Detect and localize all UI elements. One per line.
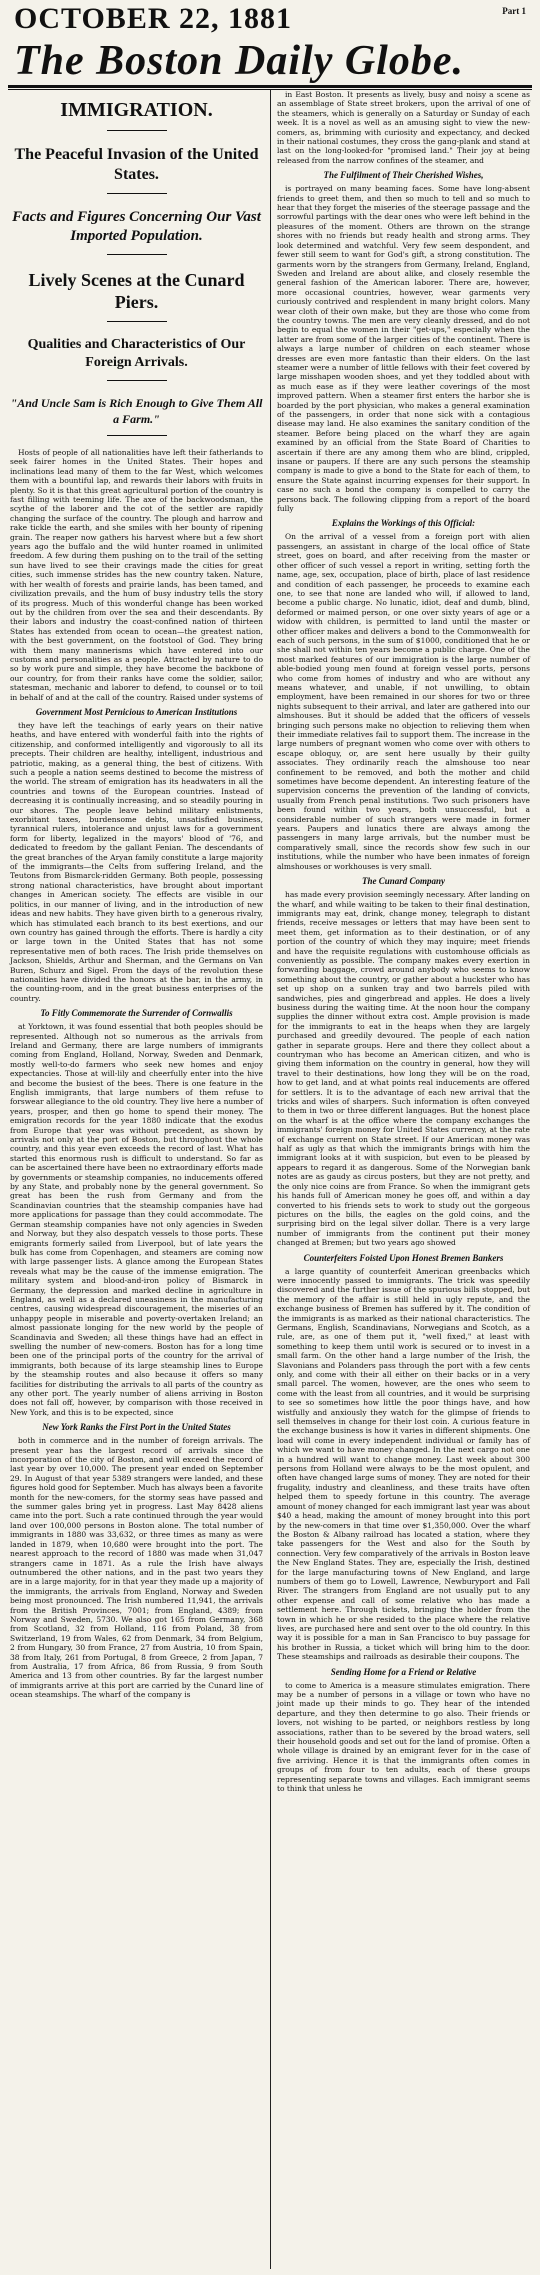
paragraph: to come to America is a measure stimulates emigration. There may be a number of persons in a village or town who have no joint made up their minds to go. They hear of the intended departure, and they then determine to go also. Their friends or lovers, not wishing to be parted, or neighbors restless by long associations, rather than to be severed by the broad waters, sell their household goods and set out for the land of promise. Often a whole village is drained by an emigrant fever for in the case of five arriving. Hence it is that the immigrants often comes in groups of from four to ten adults, each of these groups representing separate towns and villages. Each immigrant seems to think that unless he xyxy=(277,1680,530,1794)
subheading: Explains the Workings of this Official: xyxy=(331,518,476,529)
paragraph: in East Boston. It presents as lively, busy and noisy a scene as an assemblage of State street brokers, upon the arrival of one of the steamers, which is generally on a Saturday or Sunday of each week. It is a novel as well as an amusing sight to view the new-comers, as, brimming with curiosity and expectancy, and decked in their national costumes, they cross the gang-plank and stand at last on the long-looked-for "promised land." Their joy at being released from the narrow confines of the steamer, and xyxy=(277,90,530,165)
paragraph: both in commerce and in the number of foreign arrivals. The present year has the largest record of arrivals since the incorporation of the city of Boston, and will exceed the record of last year by over 10,000. The present year ended on September 29. In August of that year 5389 strangers were landed, and these figures hold good for September. Much has always been a favorite month for the new-comers, for the stormy seas have passed and the summer gales bring yet in progress. Last May 8428 aliens came into the port. Such a rate continued through the year would land over 100,000 persons in Boston alone. The total number of immigrants in 1880 was 33,632, or three times as many as were landed in 1879, when 10,680 were brought into the port. The nearest approach to the record of 1880 was made when 31,047 strangers came in 1871. As a rule the Irish have always outnumbered the other nations, and in the past two years they are in a large majority, for in that year they made up a majority of the immigrants, the arrivals from England, Norway and Sweden being most pronounced. The Irish numbered 11,941, the arrivals from the British Provinces, 7001; from England, 4389; from Norway and Sweden, 5730. We also got 165 from Germany, 368 from Scotland, 32 from Holland, 116 from Poland, 38 from Switzerland, 19 from Wales, 62 from Denmark, 34 from Belgium, 2 from Hungary, 30 from France, 27 from Austria, 10 from Spain, 38 from Italy, 261 from Portugal, 8 from Greece, 2 from Japan, 7 from Australia, 17 from Africa, 86 from Russia, 9 from South America and 13 from other countries. By far the largest number of immigrants arrive at this port are carried by the Cunard line of ocean steamships. The wharf of the company is xyxy=(10,1436,263,1700)
part-label: Part 1 xyxy=(502,6,526,16)
paragraph: On the arrival of a vessel from a foreign port with alien passengers, an assistant in charge of the local office of State street, goes on board, and after receiving from the master or other officer of such vessel a report in writing, setting forth the name, age, sex, occupation, place of birth, place of last residence and condition of each passenger, he proceeds to examine each one, to see that none are landed who will, if allowed to land, become a public charge. No lunatic, idiot, deaf and dumb, blind, deformed or maimed person, or one over sixty years of age or a widow with children, is permitted to land until the master or other officer makes and delivers a bond to the Commonwealth for each of such persons, in the sum of $1000, conditioned that he or she shall not within ten years become a public charge. One of the most marked features of our immigration is the large number of able-bodied young men found at foreign vessel ports, persons who come from homes of industry and who are without any means whatever, and unable, if not unwilling, to obtain employment, have been remained in our shores for two or three nights subsequent to their arrival, and later are gathered into our almshouses. But it should be added that the officers of vessels bringing such persons make no objection to relieving them when their immediate relatives fail to support them. The increase in the large numbers of pregnant women who come over with others to escape obloquy, or, are sent here usually by their guilty associates. They ordinarily reach the almshouse too near confinement to be removed, and both the mother and child sometimes have become dependent. An interesting feature of the supervision concerns the prevention of the landing of convicts, usually from French penal institutions. Two such prisoners have been found within two years, both unsuccessful, but a considerable number of such strangers were made in former years. Paupers and lunatics there are always among the passengers in many large arrivals, but the number must be comparatively small, since the records show few such in our institutions, while the number who have been inmates of foreign almshouses or workhouses is very small. xyxy=(277,532,530,871)
deck-rule xyxy=(107,130,167,131)
subheading: The Fulfilment of Their Cherished Wishes, xyxy=(323,170,484,181)
subheading: To Fitly Commemorate the Surrender of Cornwallis xyxy=(40,1008,233,1019)
article-body-right xyxy=(277,90,530,1793)
article-body-left xyxy=(10,448,263,1700)
subheading: Counterfeiters Foisted Upon Honest Bremen Bankers xyxy=(303,1252,504,1263)
masthead-top xyxy=(14,2,526,36)
deck-rule xyxy=(107,435,167,436)
paragraph: Hosts of people of all nationalities have left their fatherlands to seek fairer homes in the United States. Their hopes and inclinations lead many of them to the far West, which welcomes them with a bountiful lap, and rewards their labors with fruits in plenty. So it is that this great agricultural portion of the country is fast filling with teeming life. The axe of the backwoodsman, the scythe of the laborer and the cot of the settler are rapidly changing the surface of the country. The plough and harrow and rake tickle the earth, and she smiles with her bounty of ripening grain. The reaper now gathers his harvest where but a few short years ago the buffalo and the wild hunter roamed in unlimited freedom. A few during them pushing on to the trail of the setting sun have lived to see their cravings made the cities for great cities, such immense strides has the new country taken. Nature, with her wealth of forests and prairie lands, has been tamed, and civilization prevails, and the hum of busy industry tells the story of its progress. Much of this wonderful change has been worked out by the children from over the sea and their descendants. By their labors and industry the coast-confined nation of thirteen States has extended from ocean to ocean—the greatest nation, with the best government, on the footstool of God. They bring with them many mannerisms which have entered into our customs and personalities as a people. Attracted by nature to do so by work pure and simple, they have become the backbone of our country, for from their ranks have come the soldier, sailor, statesman, mechanic and laborer to defend, to counsel or to toil in behalf of and at the call of the country. Raised under systems of xyxy=(10,448,263,702)
right-column xyxy=(275,90,532,2269)
headline-deck-3: Lively Scenes at the Cunard Piers. xyxy=(28,270,245,312)
deck-rule xyxy=(107,254,167,255)
paragraph: a large quantity of counterfeit American greenbacks which were innocently passed to immigrants. The trick was speedily discovered and the further issue of the spurious bills stopped, but the memory of the affair is still held in ugly repute, and the exchange business of Bremen has suffered by it. The condition of the immigrants is as marked as their national characteristics. The Germans, English, Scandinavians, Norwegians and Scotch, as a rule, are, as one of them put it, "well fixed," at least with something to keep them until work is secured or to invest in a small farm. On the other hand a large number of the Irish, the Slavonians and Polanders pass through the port with a few cents only, and come with their all either on their backs or in a very small parcel. The women, however, are the ones who seem to come with the least from all countries, and it would be surprising to see so sometimes how little the poor things have, and how wistfully and anxiously they watch for the glimpse of friends to sell themselves in change for their lost coin. A curious feature in the exchange business is how it varies in different shipments. One load will come in every independent individual or family has of which we want to have money changed. In the next cargo not one in a hundred will want to change money. Last week about 300 persons from Holland were always to be the most opulent, and often have changed large sums of money. They are noted for their frugality, industry and cleanliness, and these traits have often helped them to speedy fortune in this country. The average amount of money changed for each immigrant last year was about $40 a head, making the amount of money brought into this port by the new-comers in that time over $1,350,000. Over the wharf the Boston & Albany railroad has located a station, where they take passengers for the West and also for the South by connection. Very few comparatively of the arrivals in Boston leave the New England States. They are, especially the Irish, destined for the large manufacturing towns of New England, and large numbers of them go to Lowell, Lawrence, Newburyport and Fall River. The strangers from England are not usually put to any other expense and call of some relative who has made a settlement here. Through tickets, bringing the holder from the town in which he or she resided to the place where the relative lives, are purchased here and sent over to the old country. In this way it is possible for a man in San Francisco to buy passage for his brother in Russia, a ticket which will bring him to the door. These steamships and railroads as desirable their coupons. The xyxy=(277,1266,530,1662)
subheading: Government Most Pernicious to American Institutions xyxy=(35,706,238,717)
deck-rule xyxy=(107,321,167,322)
paragraph: is portrayed on many beaming faces. Some have long-absent friends to greet them, and then so much to tell and so much to hear that they forget the miseries of the steerage passage and the sorrowful partings with the dear ones who were left behind in the pleasures of the moment. Others are thrown on the strange shores with no friends but ready health and strong arms. They look determined and watchful. Very few seem despondent, and fewer still seem to want for God's gift, a strong constitution. The garments worn by the strangers from Germany, Ireland, England, Sweden and Ireland are about alike, and closely resemble the general fashion of the American laborer. There are, however, more occasional countries, however, wear garments very curiously contrived and resplendent in many bright colors. Many wear cloth of their own make, but they are those who come from the country towns. The men are very cleanly dressed, and do not begin to equal the women in their "get-ups," especially when the latter are from some of the larger cities of the continent. There is always a large number of children on each steamer whose dresses are even more fantastic than their elders. On the last steamer were a number of little fellows with their feet covered by large misshapen wooden shoes, and yet they toddled about with as much ease as if they were leather coverings of the most improved pattern. When a steamer first enters the harbor she is boarded by the port physician, who makes a general examination of the passengers, in order that none sick with a contagious disease may land. He also examines the sanitary condition of the steamer. Before being placed on the wharf they are again examined by an official from the State Board of Charities to ascertain if there are any among them who are blind, crippled, insane or paupers. If there are any such persons the steamship company is made to give a bond to the State for each of them, to ensure the State against incurring expenses for their support. In case no such a bond the company is compelled to carry the persons back. The following clipping from a report of the board fully xyxy=(277,184,530,514)
nameplate: The Boston Daily Globe. xyxy=(14,38,464,84)
headline-deck-2: Facts and Figures Concerning Our Vast Imported Population. xyxy=(12,209,261,244)
subheading: The Cunard Company xyxy=(361,876,446,887)
issue-date: OCTOBER 22, 1881 xyxy=(14,2,292,35)
column-divider xyxy=(270,90,271,2269)
masthead-rule xyxy=(8,85,532,88)
deck-rule xyxy=(107,380,167,381)
paragraph: they have left the teachings of early years on their native heaths, and have entered with wonderful faith into the rights of citizenship, and conformed intelligently and vigorously to all its precepts. Their children are healthy, intelligent, industrious and patriotic, making, as a general thing, the best of citizens. With such a people a nation seems destined to become the mistress of the world. The stream of emigration has its headwaters in all the countries and towns of the European countries. Instead of decreasing it is continually increasing, and so steadily pouring in our shores. The people leave behind military enlistments, exorbitant taxes, burdensome debts, unsatisfied business, tyrannical rulers, intolerance and unjust laws for a government form for liberty, legalized in the mayors' blood of '76, and dedicated to freedom by the gallant Fenian. The descendants of the great branches of the Aryan family constitute a large majority of the immigrants—the Celts from suffering Ireland, and the Teutons from Bismarck-ridden Germany. Both people, possessing strong national characteristics, have brought about important changes in American society. The effects are visible in our politics, in our manner of living, and in the introduction of new ideas and new habits. They have given birth to a generous rivalry, which has stimulated each branch to its best exertions, and our own country has gained through the efforts. There is hardly a city or large town in the United States that has not some representative men of both races. The Irish pride themselves on Jackson, Shields, Arthur and Sherman, and the Germans on Van Buren, Schurz and Sigel. From the days of the revolution these nationalities have divided the honors at the bar, in the army, in the counting-room, and in the great business enterprises of the country. xyxy=(10,720,263,1003)
headline-deck-4: Qualities and Characteristics of Our Foreign Arrivals. xyxy=(27,337,246,370)
left-column xyxy=(8,90,265,2269)
headline-deck-5: "And Uncle Sam is Rich Enough to Give Them All a Farm." xyxy=(10,396,263,426)
subheading: Sending Home for a Friend or Relative xyxy=(330,1666,477,1677)
paragraph: at Yorktown, it was found essential that both peoples should be represented. Although not so numerous as the arrivals from Ireland and Germany, there are large numbers of immigrants coming from England, Holland, Norway, Sweden and Denmark, mostly well-to-do farmers who seek new homes and enjoy expectancies. Those at will-lily and cheerfully enter into the hive and become the busiest of the bees. There is one feature in the English immigrants, that large numbers of them refuse to forswear allegiance to the old country. They live here a number of years, prosper, and then go home to spend their money. The emigration records for the year 1880 indicate that the exodus from Europe that year was without precedent, as shown by arrivals not only at the port of Boston, but throughout the whole country, and this year even exceeds the record of last. What has started this enormous rush is difficult to understand. So far as can be ascertained there have been no extraordinary efforts made by governments or steamship companies, no inducements offered by any State, and probably none by the general government. So great has been the rush from Germany and from the Scandinavian countries that the steamship companies have had more applications for passage than they could accommodate. The German steamship companies have not only agencies in Sweden and Norway, but they also despatch vessels to those ports. These emigrants formerly sailed from Liverpool, but of late years the bulk has come from Copenhagen, and steamers are coming now with large passenger lists. A glance among the European States reveals what may be the cause of the immense emigration. The military system and blood-and-iron policy of Bismarck in Germany, the depression and marked decline in agriculture in England, as well as a declared uneasiness in the manufacturing centres, causing widespread discouragement, the miseries of an unhappy people in miserable and poverty-overtaken Ireland; an almost passionate longing for the new world by the people of Scandinavia and Sweden; all these things have had an effect in swelling the number of new-comers. Boston has for a long time been one of the principal ports of the country for the arrival of immigrants, both because of its large steamship lines to Europe by the steamship routes and also because it offers so many facilities for distributing the arrivals to all parts of the country as any other port. The yearly number of aliens arriving in Boston does not fall off, however, by comparison with those received in New York, and this is to be expected, since xyxy=(10,1022,263,1417)
deck-rule xyxy=(107,193,167,194)
paragraph: has made every provision seemingly necessary. After landing on the wharf, and while waiting to be taken to their final destination, immigrants may eat, drink, change money, telegraph to distant friends, receive messages or letters that may have been sent to meet them, get information as to their destination, or of any portion of the country of which they may inquire; meet friends and have the requisite regulations with customhouse officials as conveniently as possible. The company makes every exertion in forwarding baggage, crowd around anybody who seems to know something about the country, or gather about a huckster who has set up shop on a sunken tray and two barrels piled with sandwiches, pies and gingerbread and apples. He does a lively business during the waiting time. At the noon hour the company supplies the dinner without extra cost. Ample provision is made for the immigrants to eat in the heaps when they are largely purchased and greedily devoured. The people of each nation gather in separate groups. Here and there they collect about a countryman who has become an American citizen, and who is giving them information on the country in general, how they will travel to their destinations, how long they will be on the road, how to get land, and at what points real inducements are offered for settlers. It is to the advantage of each new arrival that the tricks and wiles of sharpers. Such information is often conveyed to them in two or three different languages. But the honest place on the wharf is at the office where the company exchanges the immigrants' foreign money for United States currency, at the rate of exchange current on State street. If our American money was half as ugly as that which the immigrants brings with him the immigrant looks at it with suspicion, but even to be pleased by appears to regard it as dangerous. Some of the Norwegian bank notes are as gaudy as circus posters, but they are not pretty, and the only nice coins are from France. So when the immigrant gets his hands full of American money he goes off, and within a day converted to his friends sets to work to study out the gorgeous pictures on the bills, the eagles on the gold coins, and the surprising bird on the legal silver dollar. There is a very large number of immigrants from the continent put their money changed at Bremen; but two years ago showed xyxy=(277,890,530,1248)
headline-main: IMMIGRATION. xyxy=(60,99,213,121)
headline-deck-1: The Peaceful Invasion of the United States. xyxy=(14,146,259,183)
subheading: New York Ranks the First Port in the United States xyxy=(42,1422,231,1433)
